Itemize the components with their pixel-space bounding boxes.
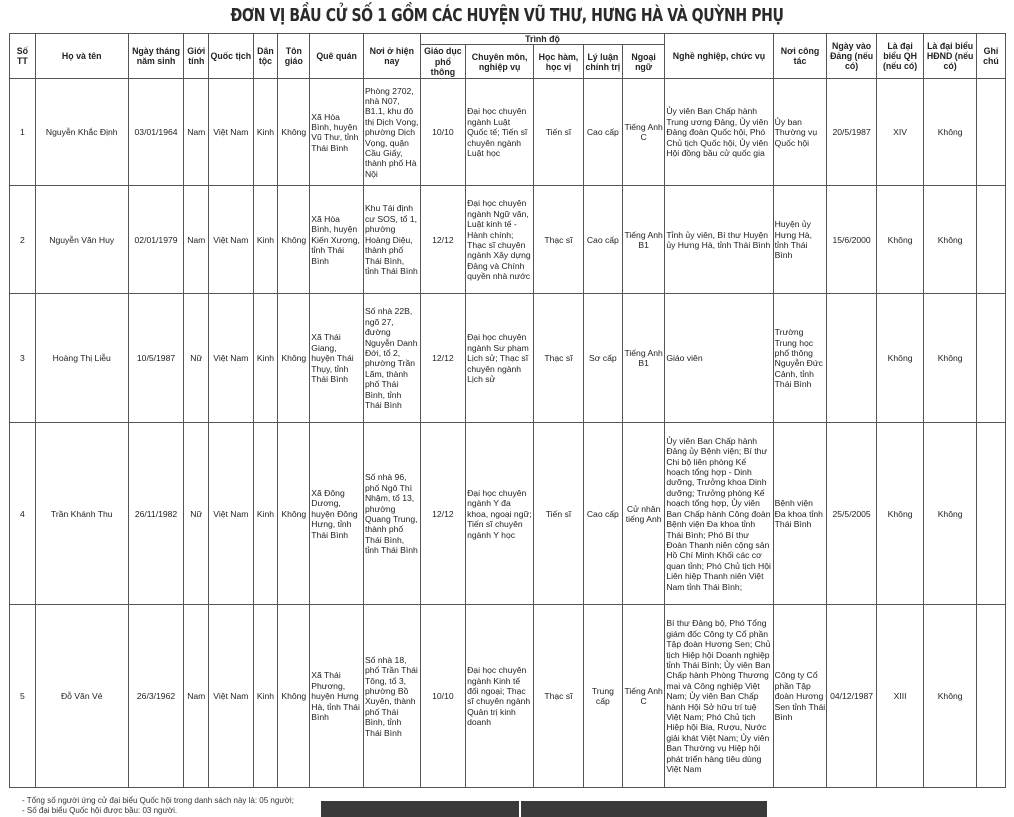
cell-noi-cong-tac: Huyện ủy Hưng Hà, tỉnh Thái Bình [773,186,827,294]
cell-nghe-nghiep: Bí thư Đảng bộ, Phó Tổng giám đốc Công ty Cổ phần Tập đoàn Hương Sen; Chủ tịch Hiệp hội Doanh nghiệp tỉnh Thái Bình; Ủy viên Ban Chấp hành Phòng Thương mại và Công nghiệp Việt Nam; Ủy viên Ban Chấp hành Hội Sở hữu trí tuệ Việt Nam; Phó Chủ tịch Hiệp hội Bia, Rượu, Nước giải khát Việt Nam; Ủy viên Ban Thường vụ Hiệp hội phát triển hàng tiêu dùng Việt Nam [665,605,773,788]
footnote-total: - Tổng số người ứng cử đại biểu Quốc hội trong danh sách này là: 05 người; [22,796,294,805]
cell-ly-luan: Cao cấp [583,79,622,186]
cell-nghe-nghiep: Tỉnh ủy viên, Bí thư Huyện ủy Hưng Hà, tỉnh Thái Bình [665,186,773,294]
cell-quoc-tich: Việt Nam [209,423,253,605]
cell-noi-cong-tac: Ủy ban Thường vụ Quốc hội [773,79,827,186]
header-hoc-ham: Học hàm, học vị [534,45,584,79]
cell-ton-giao: Không [278,605,310,788]
cell-giao-duc: 12/12 [420,423,465,605]
cell-hoc-ham: Thạc sĩ [534,294,584,423]
cell-ho-ten: Đỗ Văn Vẻ [35,605,128,788]
cell-ghi-chu [976,186,1005,294]
cell-noi-o: Số nhà 22B, ngõ 27, đường Nguyễn Danh Đới, tổ 2, phường Trần Lãm, thành phố Thái Bình, tỉnh Thái Bình [363,294,420,423]
cell-dai-bieu-qh: XIII [876,605,923,788]
header-ly-luan: Lý luận chính trị [583,45,622,79]
cell-ngay-vao-dang: 20/5/1987 [827,79,877,186]
overlay-bar [521,801,767,817]
header-noi-cong-tac: Nơi công tác [773,34,827,79]
cell-dai-bieu-hdnd: Không [924,294,977,423]
cell-noi-cong-tac: Bệnh viện Đa khoa tỉnh Thái Bình [773,423,827,605]
header-ngoai-ngu: Ngoại ngữ [622,45,664,79]
cell-que-quan: Xã Hòa Bình, huyện Vũ Thư, tỉnh Thái Bình [310,79,364,186]
candidate-table [9,33,1006,788]
page-title: ĐƠN VỊ BẦU CỬ SỐ 1 GỒM CÁC HUYỆN VŨ THƯ, HƯNG HÀ VÀ QUỲNH PHỤ [230,5,784,26]
header-noi-o: Nơi ở hiện nay [363,34,420,79]
cell-ghi-chu [976,79,1005,186]
header-dai-bieu-hdnd: Là đại biểu HĐND (nếu có) [924,34,977,79]
header-dan-toc: Dân tộc [253,34,278,79]
cell-que-quan: Xã Đông Dương, huyện Đông Hưng, tỉnh Thái Bình [310,423,364,605]
cell-nghe-nghiep: Ủy viên Ban Chấp hành Trung ương Đảng, Ủy viên Đảng đoàn Quốc hội, Phó Chủ tịch Quốc hội, Ủy viên Hội đồng bầu cử quốc gia [665,79,773,186]
header-nghe-nghiep: Nghề nghiệp, chức vụ [665,34,773,79]
cell-ngay-sinh: 10/5/1987 [128,294,184,423]
cell-ho-ten: Nguyễn Khắc Định [35,79,128,186]
header-ton-giao: Tôn giáo [278,34,310,79]
cell-noi-cong-tac: Trường Trung học phổ thông Nguyễn Đức Cảnh, tỉnh Thái Bình [773,294,827,423]
cell-dai-bieu-hdnd: Không [924,423,977,605]
cell-gioi-tinh: Nam [184,186,209,294]
cell-dai-bieu-hdnd: Không [924,186,977,294]
cell-ngoai-ngu: Tiếng Anh C [622,605,664,788]
cell-ton-giao: Không [278,79,310,186]
cell-noi-o: Số nhà 96, phố Ngô Thì Nhậm, tổ 13, phường Quang Trung, thành phố Thái Bình, tỉnh Thái Bình [363,423,420,605]
cell-ghi-chu [976,294,1005,423]
table-row [10,423,1006,605]
cell-ngoai-ngu: Tiếng Anh B1 [622,294,664,423]
cell-ton-giao: Không [278,294,310,423]
cell-ngay-sinh: 26/3/1962 [128,605,184,788]
cell-ngay-vao-dang: 04/12/1987 [827,605,877,788]
cell-chuyen-mon: Đại học chuyên ngành Luật Quốc tế; Tiến sĩ chuyên ngành Luật học [466,79,534,186]
header-ghi-chu: Ghi chú [976,34,1005,79]
cell-nghe-nghiep: Giáo viên [665,294,773,423]
cell-stt: 2 [10,186,36,294]
cell-noi-cong-tac: Công ty Cổ phần Tập đoàn Hương Sen tỉnh Thái Bình [773,605,827,788]
cell-ton-giao: Không [278,423,310,605]
cell-que-quan: Xã Hòa Bình, huyện Kiến Xương, tỉnh Thái Bình [310,186,364,294]
overlay-bar [321,801,519,817]
cell-ngoai-ngu: Cử nhân tiếng Anh [622,423,664,605]
cell-ngay-vao-dang [827,294,877,423]
cell-dai-bieu-qh: Không [876,186,923,294]
cell-dan-toc: Kinh [253,186,278,294]
cell-quoc-tich: Việt Nam [209,79,253,186]
cell-dai-bieu-hdnd: Không [924,79,977,186]
cell-quoc-tich: Việt Nam [209,605,253,788]
cell-stt: 3 [10,294,36,423]
cell-ly-luan: Cao cấp [583,423,622,605]
cell-ngoai-ngu: Tiếng Anh C [622,79,664,186]
cell-ton-giao: Không [278,186,310,294]
cell-ho-ten: Nguyễn Văn Huy [35,186,128,294]
cell-chuyen-mon: Đại học chuyên ngành Kinh tế đối ngoại; Thạc sĩ chuyên ngành Quản trị kinh doanh [466,605,534,788]
cell-ngay-vao-dang: 25/5/2005 [827,423,877,605]
cell-ngay-vao-dang: 15/6/2000 [827,186,877,294]
cell-ly-luan: Cao cấp [583,186,622,294]
cell-ngay-sinh: 02/01/1979 [128,186,184,294]
table-row [10,605,1006,788]
cell-dai-bieu-qh: Không [876,294,923,423]
table-row [10,79,1006,186]
header-que-quan: Quê quán [310,34,364,79]
cell-giao-duc: 12/12 [420,186,465,294]
header-ngay-vao-dang: Ngày vào Đảng (nếu có) [827,34,877,79]
cell-nghe-nghiep: Ủy viên Ban Chấp hành Đảng ủy Bệnh viện; Bí thư Chi bộ liên phòng Kế hoạch tổng hợp - Dinh dưỡng, Trưởng khoa Dinh dưỡng; Trưởng phòng Kế hoạch tổng hợp, Ủy viên Ban Chấp hành Công đoàn Bệnh viện Đa khoa tỉnh Thái Bình; Phó Bí thư Đoàn Thanh niên cộng sản Hồ Chí Minh Khối các cơ quan tỉnh; Phó Chủ tịch Hội Liên hiệp Thanh niên Việt Nam tỉnh Thái Bình; [665,423,773,605]
cell-gioi-tinh: Nữ [184,294,209,423]
cell-gioi-tinh: Nam [184,79,209,186]
cell-ngay-sinh: 03/01/1964 [128,79,184,186]
cell-dan-toc: Kinh [253,79,278,186]
header-gioi-tinh: Giới tính [184,34,209,79]
cell-hoc-ham: Tiến sĩ [534,423,584,605]
cell-ly-luan: Trung cấp [583,605,622,788]
table-row [10,294,1006,423]
cell-dan-toc: Kinh [253,423,278,605]
cell-dai-bieu-qh: Không [876,423,923,605]
header-dai-bieu-qh: Là đại biểu QH (nếu có) [876,34,923,79]
cell-noi-o: Số nhà 18, phố Trần Thái Tông, tổ 3, phường Bồ Xuyên, thành phố Thái Bình, tỉnh Thái Bình [363,605,420,788]
cell-hoc-ham: Thạc sĩ [534,186,584,294]
header-ngay-sinh: Ngày tháng năm sinh [128,34,184,79]
cell-dan-toc: Kinh [253,294,278,423]
cell-ly-luan: Sơ cấp [583,294,622,423]
cell-dai-bieu-hdnd: Không [924,605,977,788]
cell-stt: 4 [10,423,36,605]
cell-ho-ten: Trần Khánh Thu [35,423,128,605]
header-ho-ten: Họ và tên [35,34,128,79]
cell-que-quan: Xã Thái Giang, huyện Thái Thụy, tỉnh Thái Bình [310,294,364,423]
cell-quoc-tich: Việt Nam [209,186,253,294]
cell-hoc-ham: Tiến sĩ [534,79,584,186]
cell-ngoai-ngu: Tiếng Anh B1 [622,186,664,294]
cell-chuyen-mon: Đại học chuyên ngành Y đa khoa, ngoại ngữ; Tiến sĩ chuyên ngành Y học [466,423,534,605]
header-giao-duc: Giáo dục phổ thông [420,45,465,79]
footnote-elected: - Số đại biểu Quốc hội được bầu: 03 người. [22,806,178,815]
cell-giao-duc: 12/12 [420,294,465,423]
table-row [10,186,1006,294]
header-chuyen-mon: Chuyên môn, nghiệp vụ [466,45,534,79]
header-stt: Số TT [10,34,36,79]
header-trinh-do: Trình độ [420,34,665,45]
cell-ghi-chu [976,423,1005,605]
cell-gioi-tinh: Nam [184,605,209,788]
cell-dan-toc: Kinh [253,605,278,788]
cell-stt: 1 [10,79,36,186]
cell-giao-duc: 10/10 [420,79,465,186]
cell-chuyen-mon: Đại học chuyên ngành Sư phạm Lịch sử; Thạc sĩ chuyên ngành Lịch sử [466,294,534,423]
cell-gioi-tinh: Nữ [184,423,209,605]
cell-ngay-sinh: 26/11/1982 [128,423,184,605]
cell-chuyen-mon: Đại học chuyên ngành Ngữ văn, Luật kinh tế - Hành chính; Thạc sĩ chuyên ngành Xây dựng Đảng và Chính quyền nhà nước [466,186,534,294]
cell-quoc-tich: Việt Nam [209,294,253,423]
cell-ho-ten: Hoàng Thị Liễu [35,294,128,423]
cell-giao-duc: 10/10 [420,605,465,788]
header-quoc-tich: Quốc tịch [209,34,253,79]
cell-que-quan: Xã Thái Phương, huyện Hưng Hà, tỉnh Thái Bình [310,605,364,788]
cell-stt: 5 [10,605,36,788]
cell-dai-bieu-qh: XIV [876,79,923,186]
cell-hoc-ham: Thạc sĩ [534,605,584,788]
cell-noi-o: Phòng 2702, nhà N07, B1.1, khu đô thị Dịch Vọng, phường Dịch Vọng, quận Cầu Giấy, thành phố Hà Nội [363,79,420,186]
cell-ghi-chu [976,605,1005,788]
cell-noi-o: Khu Tái định cư SOS, tổ 1, phường Hoàng Diệu, thành phố Thái Bình, tỉnh Thái Bình [363,186,420,294]
